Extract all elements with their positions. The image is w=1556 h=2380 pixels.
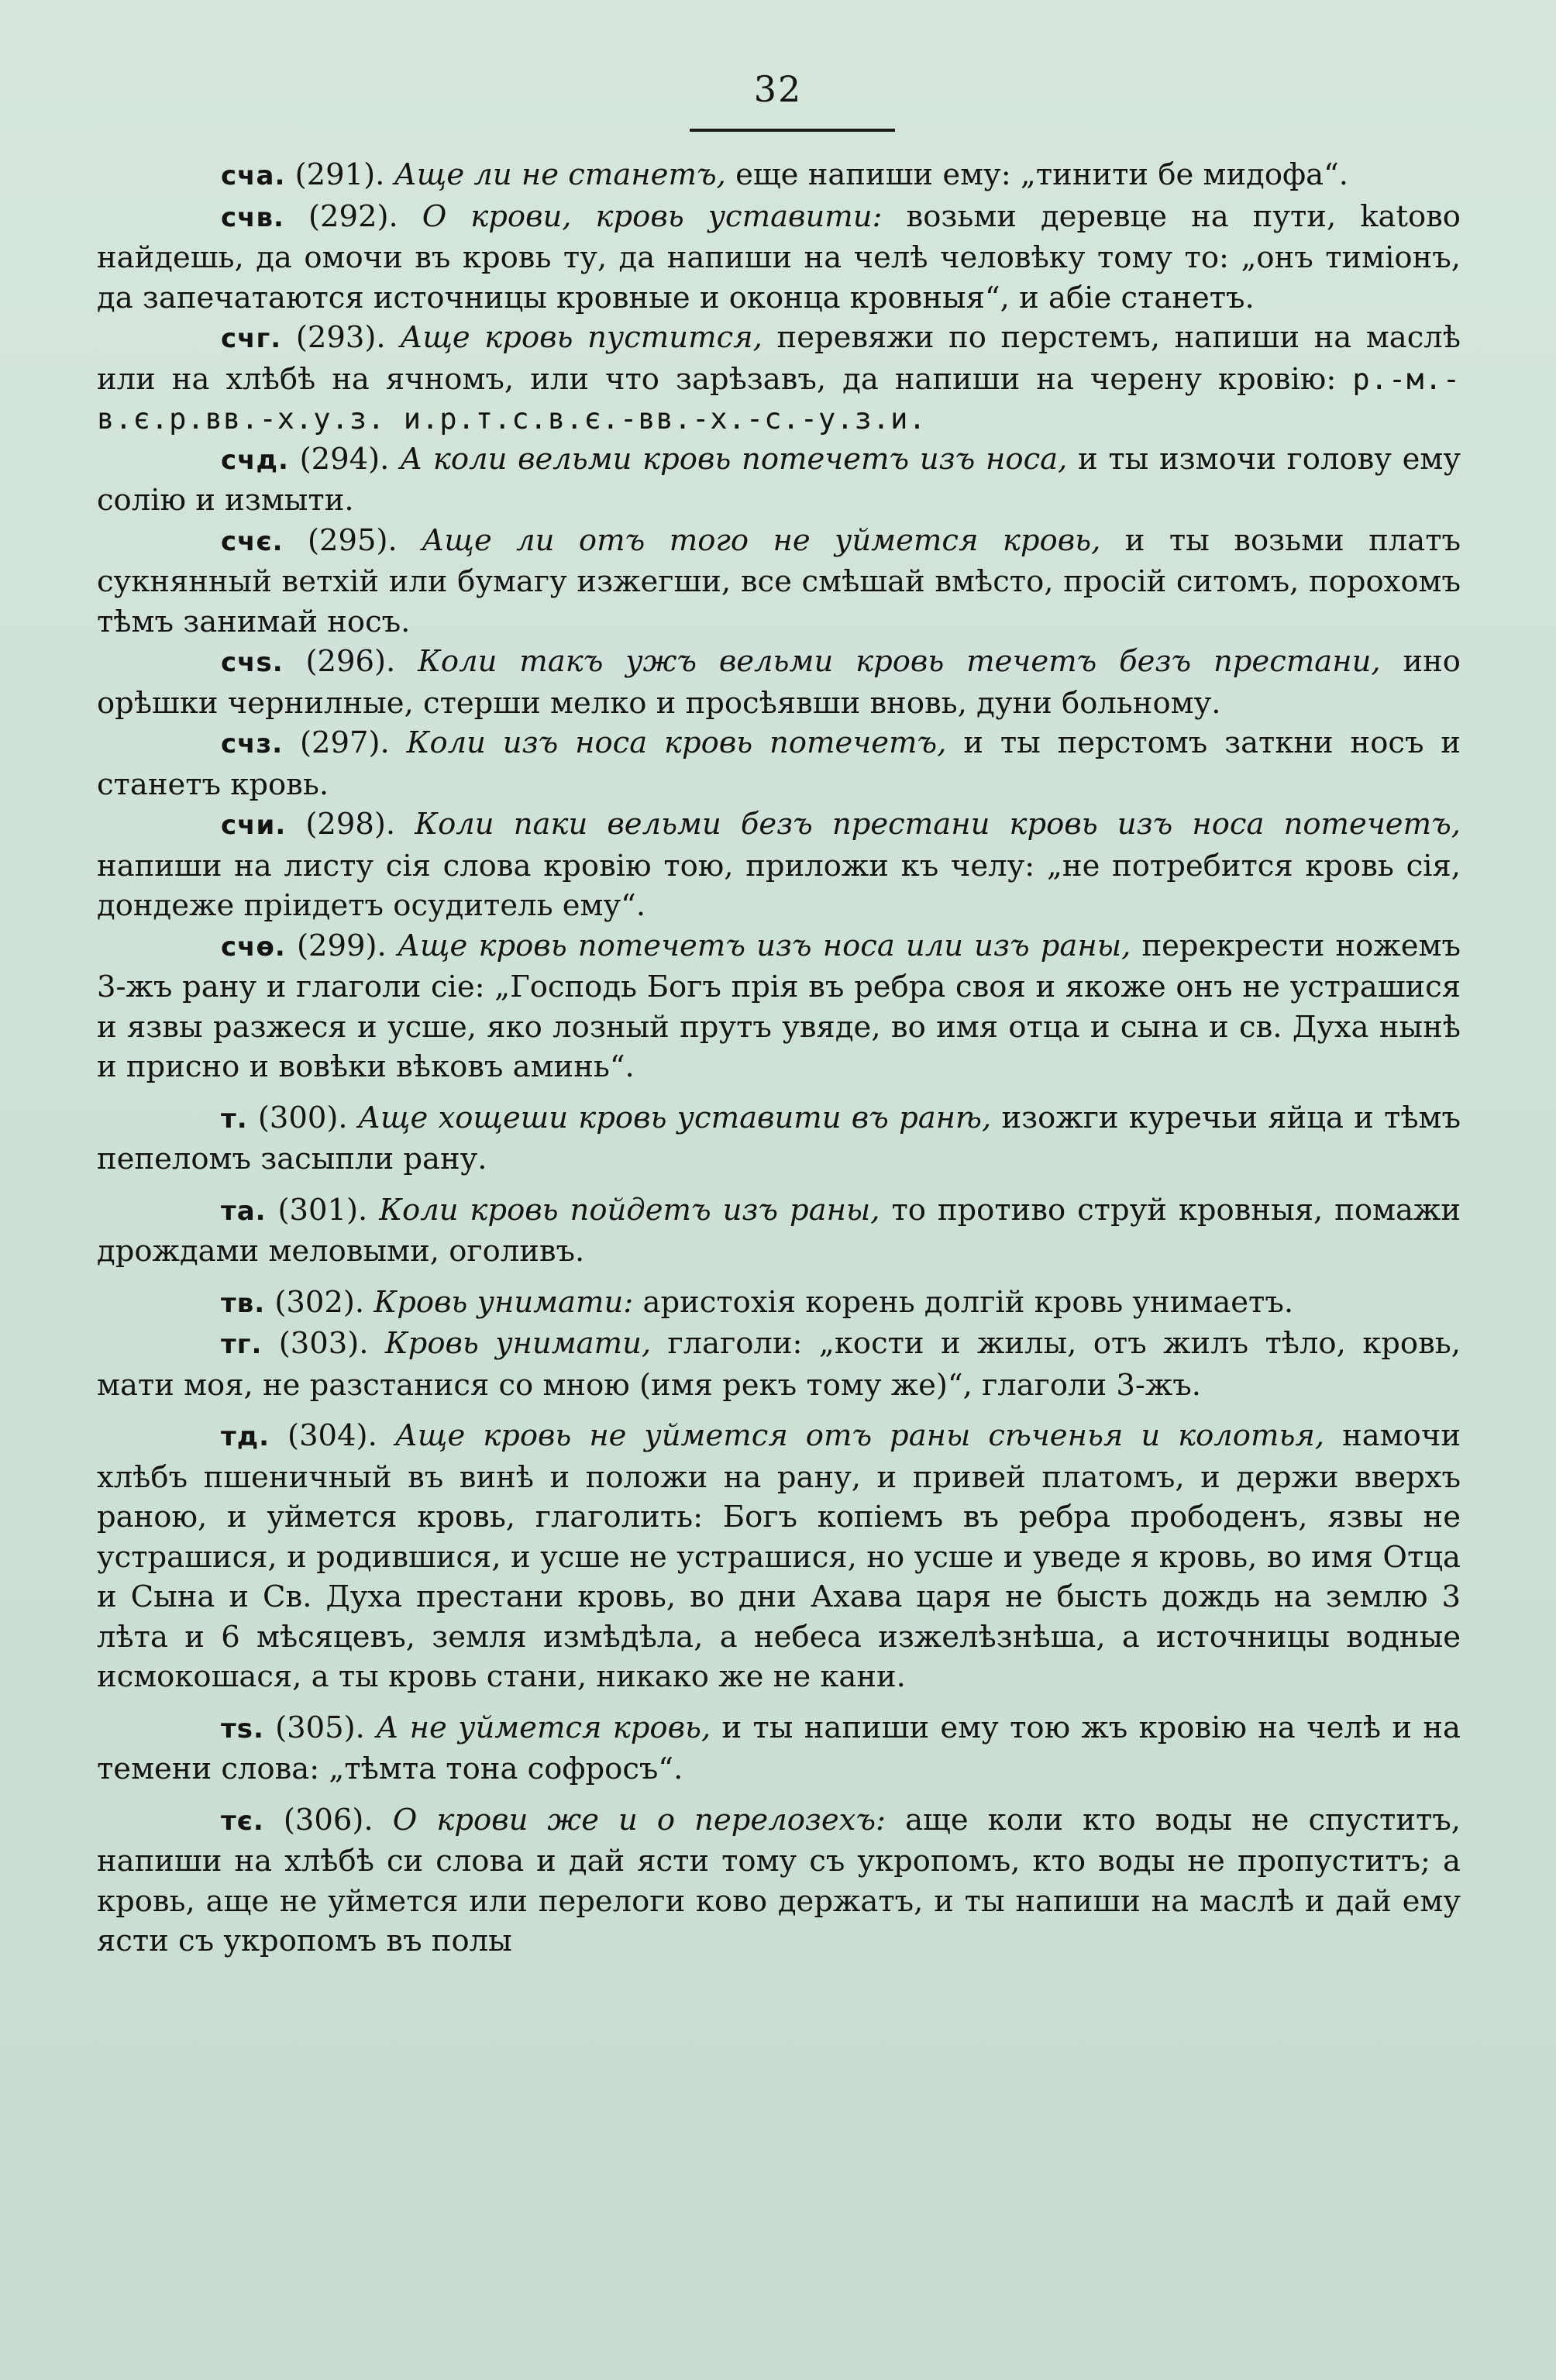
entry-title: Аще хощеши кровь уставити въ ранѣ, [357,1100,992,1135]
entry-number: (302). [274,1284,365,1320]
entry-body: перевяжи по перстемъ, напиши на маслѣ или на хлѣбѣ на ячномъ, или что зарѣзавъ, да напиши на черену кровiю: [97,320,1461,397]
entry-body: глаголи: „кости и жилы, отъ жилъ тѣло, кровь, мати моя, не разстанися со мною (имя рекъ тому же)“, глаголи 3-жъ. [97,1326,1461,1403]
entry-number: (295). [308,522,398,558]
entry-body: еще напиши ему: „тинити бе мидофа“. [735,157,1349,192]
entry-mark: счз. [221,728,284,759]
entry-body: ино орѣшки чернилные, стерши мелко и просѣявши вновь, дуни больному. [97,644,1461,721]
entry-body: аще коли кто воды не спуститъ, напиши на хлѣбѣ си слова и дай ясти тому съ укропомъ, кто воды не пропуститъ; а кровь, аще не уймется или перелоги ково держатъ, и ты напиши на маслѣ и дай ему ясти съ укропомъ въ полы [97,1802,1461,1958]
entry-title: А коли вельми кровь потечетъ изъ носа, [400,441,1068,477]
entry-mark: тѕ. [221,1713,264,1745]
entry-304 [97,1416,1461,1697]
entry-mark: т. [221,1103,248,1135]
entry-297 [97,723,1461,804]
entry-number: (303). [278,1326,369,1361]
entry-mark: счв. [221,201,284,233]
entry-title: О крови же и о перелозехъ: [392,1802,886,1838]
page-number: 32 [753,68,803,110]
entry-mark: счи. [221,810,287,841]
entry-title: А не уймется кровь, [376,1710,711,1745]
entry-number: (298). [305,807,396,842]
entry-298 [97,804,1461,926]
entry-number: (297). [300,725,390,760]
entry-303 [97,1324,1461,1405]
entry-title: Аще кровь не уймется отъ раны сѣченья и колотья, [394,1418,1325,1453]
entry-number: (300). [257,1100,348,1135]
entry-mark: тд. [221,1421,270,1452]
entry-number: (291). [294,157,385,192]
entry-number: (306). [283,1802,374,1838]
entry-301 [97,1190,1461,1272]
entry-294 [97,439,1461,521]
entry-body: напиши на листу сiя слова кровiю тою, приложи къ челу: „не потребится кровь сiя, дондеже прiидетъ осудитель ему“. [97,848,1461,923]
entry-body: и ты возьми платъ сукнянный ветхiй или бумагу изжегши, все смѣшай вмѣсто, просiй ситомъ, порохомъ тѣмъ занимай носъ. [97,522,1461,639]
entry-mark: счѕ. [221,647,284,678]
entry-number: (304). [287,1418,377,1453]
entry-mark: счг. [221,323,282,354]
entry-number: (305). [275,1710,365,1745]
entry-body: аристохiя корень долгiй кровь унимаетъ. [642,1284,1294,1320]
entry-title: Коли кровь пойдетъ изъ раны, [379,1192,880,1228]
entry-body: изожги куречьи яйца и тѣмъ пепеломъ засыпли рану. [97,1100,1461,1176]
entry-mark: та. [221,1195,267,1227]
entry-body: то противо струй кровныя, помажи дрождами меловыми, оголивъ. [97,1192,1461,1269]
entry-296 [97,642,1461,723]
entry-number: (293). [295,320,386,355]
entry-body: намочи хлѣбъ пшеничный въ винѣ и положи на рану, и привей платомъ, и держи вверхъ раною, и уймется кровь, глаголить: Богъ копiемъ въ ребра прободенъ, язвы не устрашися, и родившися, и усше не устрашися, но усше и уведе я кровь, во имя Отца и Сына и Св. Духа престани кровь, во дни Ахава царя не бысть дождь на землю 3 лѣта и 6 мѣсяцевъ, земля измѣдѣла, а небеса изжелѣзнѣша, а источницы водные исмокошася, а ты кровь стани, никако же не кани. [97,1418,1461,1694]
entry-number: (292). [308,198,398,234]
entry-body: и ты перстомъ заткни носъ и станетъ кровь. [97,725,1461,802]
entry-body: возьми деревце на пути, katово найдешь, да омочи въ кровь ту, да напиши на челѣ человѣку тому то: „онъ тимiонъ, да запечатаются источницы кровные и оконца кровныя“, и абiе станетъ. [97,198,1461,315]
entry-293 [97,318,1461,439]
entry-mark: счє. [221,525,284,557]
entry-mark: тв. [221,1287,266,1319]
entry-body: перекрести ножемъ 3-жъ рану и глаголи сiе: „Господь Богъ прiя въ ребра своя и якоже онъ не устрашися и язвы разжеся и усше, яко лозный прутъ увяде, во имя отца и сына и св. Духа нынѣ и присно и вовѣки вѣковъ аминь“. [97,928,1461,1084]
entry-mark: счд. [221,444,289,476]
entry-title: Коли такъ ужъ вельми кровь течетъ безъ престани, [418,644,1381,679]
entry-mark: тє. [221,1805,264,1837]
entry-291 [97,155,1461,197]
entry-title: Кровь унимати: [374,1284,634,1320]
header-rule [690,129,895,132]
cipher-text: р.-м.-в.є.р.вв.-х.у.з. и.р.т.с.в.є.-вв.-х.-с.-у.з.и. [97,362,1461,436]
entry-306 [97,1800,1461,1962]
entry-body: и ты измочи голову ему солiю и измыти. [97,441,1461,518]
entry-number: (299). [296,928,387,963]
entry-mark: сча. [221,160,286,191]
entry-title: Кровь унимати, [384,1326,652,1361]
page-text [97,155,1461,1962]
entry-title: Коли изъ носа кровь потечетъ, [406,725,947,760]
entry-title: Аще кровь пустится, [400,320,763,355]
entry-292 [97,197,1461,319]
entry-title: Аще ли отъ того не уймется кровь, [422,522,1101,558]
entry-mark: счѳ. [221,931,286,963]
entry-title: Аще кровь потечетъ изъ носа или изъ раны, [397,928,1131,963]
entry-title: Коли паки вельми безъ престани кровь изъ носа потечетъ, [415,807,1461,842]
entry-body: и ты напиши ему тою жъ кровiю на челѣ и на темени слова: „тѣмта тона софросъ“. [97,1710,1461,1786]
entry-302 [97,1283,1461,1324]
entry-title: Аще ли не станетъ, [394,157,726,192]
entry-295 [97,521,1461,642]
entry-300 [97,1098,1461,1180]
entry-299 [97,926,1461,1087]
entry-number: (294). [299,441,390,477]
entry-number: (296). [305,644,396,679]
entry-title: О крови, кровь уставити: [422,198,883,234]
entry-mark: тг. [221,1329,263,1360]
entry-number: (301). [277,1192,368,1228]
entry-305 [97,1708,1461,1789]
